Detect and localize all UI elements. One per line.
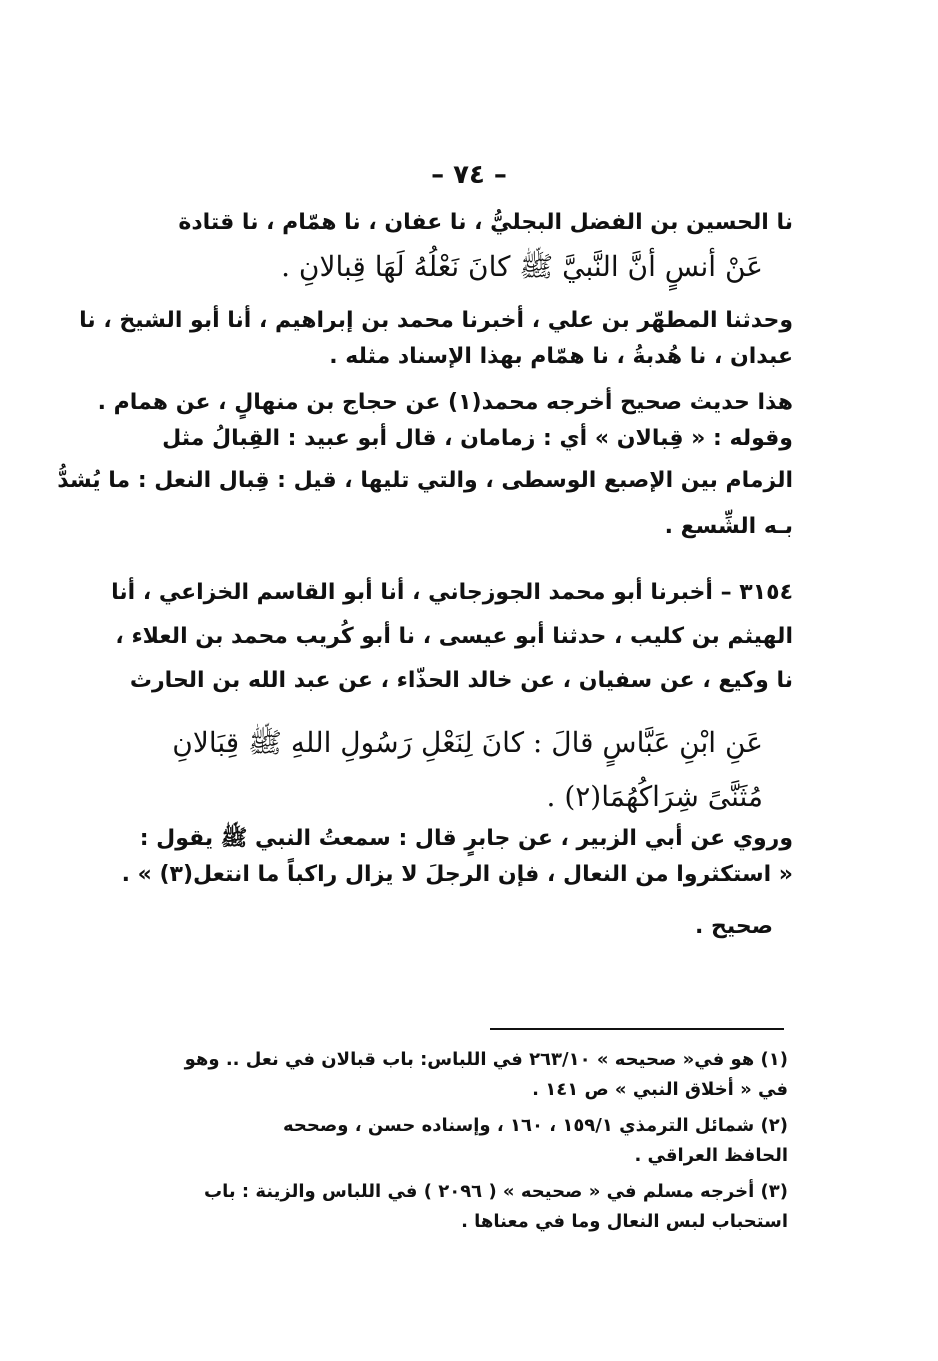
footnote-line: (١) هو في« صحيحه » ٢٦٣/١٠ في اللباس: باب قبالان في نعل .. وهو bbox=[184, 1049, 788, 1070]
text-line: وقوله : « قِبالان » أي : زمامان ، قال أبو عبيد : القِبالُ مثل bbox=[162, 426, 793, 451]
hadith-text: مُثَنَّىً شِرَاكُهُمَا(٢) . bbox=[546, 780, 763, 813]
text-line: بـه الشِّسع . bbox=[664, 514, 793, 539]
footnote-line: الحافظ العراقي . bbox=[634, 1145, 788, 1166]
text-line: نا وكيع ، عن سفيان ، عن خالد الحذّاء ، عن عبد الله بن الحارث bbox=[129, 668, 793, 693]
footnotes bbox=[148, 1045, 788, 1237]
text-line: وروي عن أبي الزبير ، عن جابرٍ قال : سمعتُ النبي ﷺ يقول : bbox=[139, 826, 793, 851]
text-line: ٣١٥٤ – أخبرنا أبو محمد الجوزجاني ، أنا أبو القاسم الخزاعي ، أنا bbox=[111, 580, 793, 605]
main-text bbox=[57, 205, 793, 951]
text-line: الهيثم بن كليب ، حدثنا أبو عيسى ، نا أبو كُريب محمد بن العلاء ، bbox=[115, 624, 793, 649]
footnote-line: (٢) شمائل الترمذي ١٥٩/١ ، ١٦٠ ، وإسناده حسن ، وصححه bbox=[283, 1115, 788, 1136]
page-number: – ٧٤ – bbox=[431, 160, 507, 190]
text-line: هذا حديث صحيح أخرجه محمد(١) عن حجاج بن منهالٍ ، عن همام . bbox=[97, 390, 793, 415]
footnote-line: (٣) أخرجه مسلم في « صحيحه » ( ٢٠٩٦ ) في اللباس والزينة : باب bbox=[204, 1181, 788, 1202]
text-line: عبدان ، نا هُدبةُ ، نا همّام بهذا الإسناد مثله . bbox=[329, 344, 793, 369]
isnad-line: نا الحسين بن الفضل البجليُّ ، نا عفان ، نا همّام ، نا قتادة bbox=[178, 210, 793, 235]
text-line: « استكثروا من النعال ، فإن الرجلَ لا يزال راكباً ما انتعل(٣) » . bbox=[121, 862, 793, 887]
footnote-divider bbox=[490, 1028, 784, 1030]
text-line: الزمام بين الإصبع الوسطى ، والتي تليها ، قيل : قِبال النعل : ما يُشدُّ bbox=[57, 468, 793, 493]
hadith-text: عَنْ أنسٍ أنَّ النَّبيَّ ﷺ كانَ نَعْلُهُ لَهَا قِبالانِ . bbox=[281, 250, 763, 283]
hadith-text: عَنِ ابْنِ عَبَّاسٍ قالَ : كانَ لِنَعْلِ رَسُولِ اللهِ ﷺ قِبَالانِ bbox=[172, 726, 763, 759]
footnote-line: في « أخلاق النبي » ص ١٤١ . bbox=[532, 1079, 788, 1100]
text-line: وحدثنا المطهّر بن علي ، أخبرنا محمد بن إبراهيم ، أنا أبو الشيخ ، نا bbox=[79, 308, 793, 333]
footnote-line: استحباب لبس النعال وما في معناها . bbox=[461, 1211, 788, 1232]
verdict: صحيح . bbox=[695, 914, 773, 939]
